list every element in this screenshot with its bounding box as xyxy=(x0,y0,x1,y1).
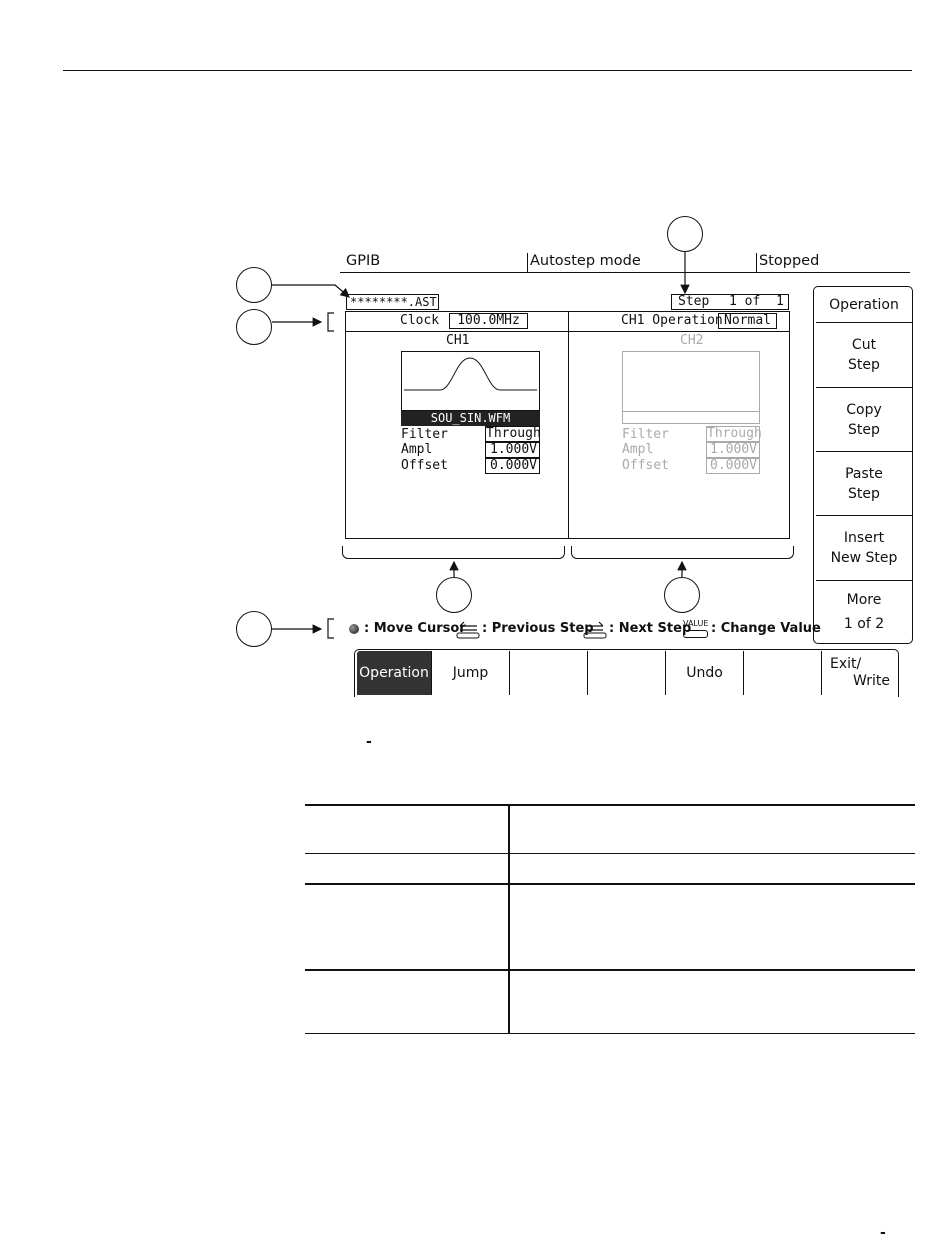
ch2-filter-label: Filter xyxy=(622,427,669,442)
legend-next-step: : Next Step xyxy=(609,621,692,636)
legend-move-cursor: : Move Cursor xyxy=(364,621,466,636)
table-bottom-rule xyxy=(305,1033,915,1034)
ch1-offset-field[interactable]: 0.000V xyxy=(485,458,540,474)
ch1-offset-label: Offset xyxy=(401,458,448,473)
ch2-title: CH2 xyxy=(680,333,704,348)
exit-write-line2: Write xyxy=(853,673,890,689)
operation-tab-label: Operation xyxy=(359,665,429,681)
copy-step-line1: Copy xyxy=(846,401,882,418)
channel-divider xyxy=(568,311,569,539)
bottom-empty-button-6[interactable] xyxy=(744,651,822,695)
ch2-brace xyxy=(571,546,794,559)
ch2-ampl-field[interactable]: 1.000V xyxy=(706,442,760,458)
filename: ********.AST xyxy=(350,295,437,309)
undo-button[interactable] xyxy=(666,651,744,695)
side-menu-title-text: Operation xyxy=(829,297,899,313)
step-indicator xyxy=(671,294,789,310)
cut-step-line2: Step xyxy=(848,357,880,373)
value-key-label: VALUE xyxy=(683,619,709,628)
more-line2: 1 of 2 xyxy=(843,615,885,632)
operation-tab[interactable] xyxy=(357,651,432,695)
clock-value: 100.0MHz xyxy=(457,313,520,328)
status-divider-1 xyxy=(527,253,528,272)
table-row2-rule xyxy=(305,969,915,971)
copy-step-line2: Step xyxy=(848,421,880,438)
step-value: 1 of xyxy=(729,294,761,309)
ch1-operation-label: CH1 Operation xyxy=(621,313,723,328)
ch1-filter-label: Filter xyxy=(401,427,448,442)
ch2-offset-label: Offset xyxy=(622,458,669,473)
cut-step-button[interactable] xyxy=(816,322,912,387)
status-divider-2 xyxy=(756,253,757,272)
legend-previous-step: : Previous Step xyxy=(482,621,594,636)
paste-step-button[interactable] xyxy=(816,451,912,515)
next-step-arrow-icon xyxy=(583,619,607,639)
side-menu-title xyxy=(816,288,912,322)
status-mode: Autostep mode xyxy=(530,253,641,269)
table-header-rule xyxy=(305,853,915,854)
table-row1-rule xyxy=(305,883,915,885)
status-state: Stopped xyxy=(759,253,820,269)
knob-icon xyxy=(349,624,359,634)
ch2-offset-field[interactable]: 0.000V xyxy=(706,458,760,474)
previous-step-arrow-icon xyxy=(456,619,480,639)
exit-write-button[interactable] xyxy=(822,651,898,695)
table-top-rule xyxy=(305,804,915,806)
jump-button-label: Jump xyxy=(452,665,489,681)
paste-step-line2: Step xyxy=(848,485,880,502)
filename-box xyxy=(346,294,439,310)
ch1-brace xyxy=(342,546,565,559)
ch2-waveform-preview[interactable] xyxy=(622,351,760,424)
insert-new-step-button[interactable] xyxy=(816,515,912,580)
insert-new-step-line1: Insert xyxy=(843,530,885,546)
step-label: Step xyxy=(678,294,710,309)
bottom-empty-button-3[interactable] xyxy=(510,651,588,695)
jump-button[interactable] xyxy=(432,651,510,695)
ch1-operation-value: Normal xyxy=(724,313,771,328)
cut-step-line1: Cut xyxy=(851,337,877,353)
ch1-filter-field[interactable]: Through xyxy=(486,426,541,441)
status-interface: GPIB xyxy=(346,253,381,269)
exit-write-line1: Exit/ xyxy=(830,656,862,672)
ch1-waveform-preview[interactable] xyxy=(401,351,540,411)
ch1-ampl-label: Ampl xyxy=(401,442,433,457)
ch1-title: CH1 xyxy=(446,333,470,348)
undo-button-label: Undo xyxy=(686,665,723,681)
more-line1: More xyxy=(846,591,882,608)
ch1-waveform-trace xyxy=(402,352,539,410)
figure-caption: - xyxy=(366,734,372,750)
bottom-empty-button-4[interactable] xyxy=(588,651,666,695)
table-column-divider xyxy=(508,804,510,1033)
status-bar-rule xyxy=(340,272,910,273)
ch1-operation-field[interactable] xyxy=(718,313,777,329)
clock-label: Clock xyxy=(400,313,440,328)
ch2-ampl-label: Ampl xyxy=(622,442,654,457)
ch2-waveform-rule xyxy=(622,411,760,412)
ch2-filter-field[interactable]: Through xyxy=(707,426,762,441)
step-total: 1 xyxy=(776,294,784,309)
more-button[interactable] xyxy=(816,580,912,642)
paste-step-line1: Paste xyxy=(845,465,883,482)
copy-step-button[interactable] xyxy=(816,387,912,451)
ch1-waveform-name-bar[interactable] xyxy=(401,411,540,426)
page-footer: - xyxy=(880,1225,886,1241)
legend-change-value: : Change Value xyxy=(711,621,821,636)
insert-new-step-line2: New Step xyxy=(830,550,898,566)
ch1-ampl-field[interactable]: 1.000V xyxy=(485,442,540,458)
ch1-waveform-name: SOU_SIN.WFM xyxy=(430,411,511,425)
clock-value-field[interactable] xyxy=(449,313,528,329)
value-key-icon xyxy=(683,630,708,638)
